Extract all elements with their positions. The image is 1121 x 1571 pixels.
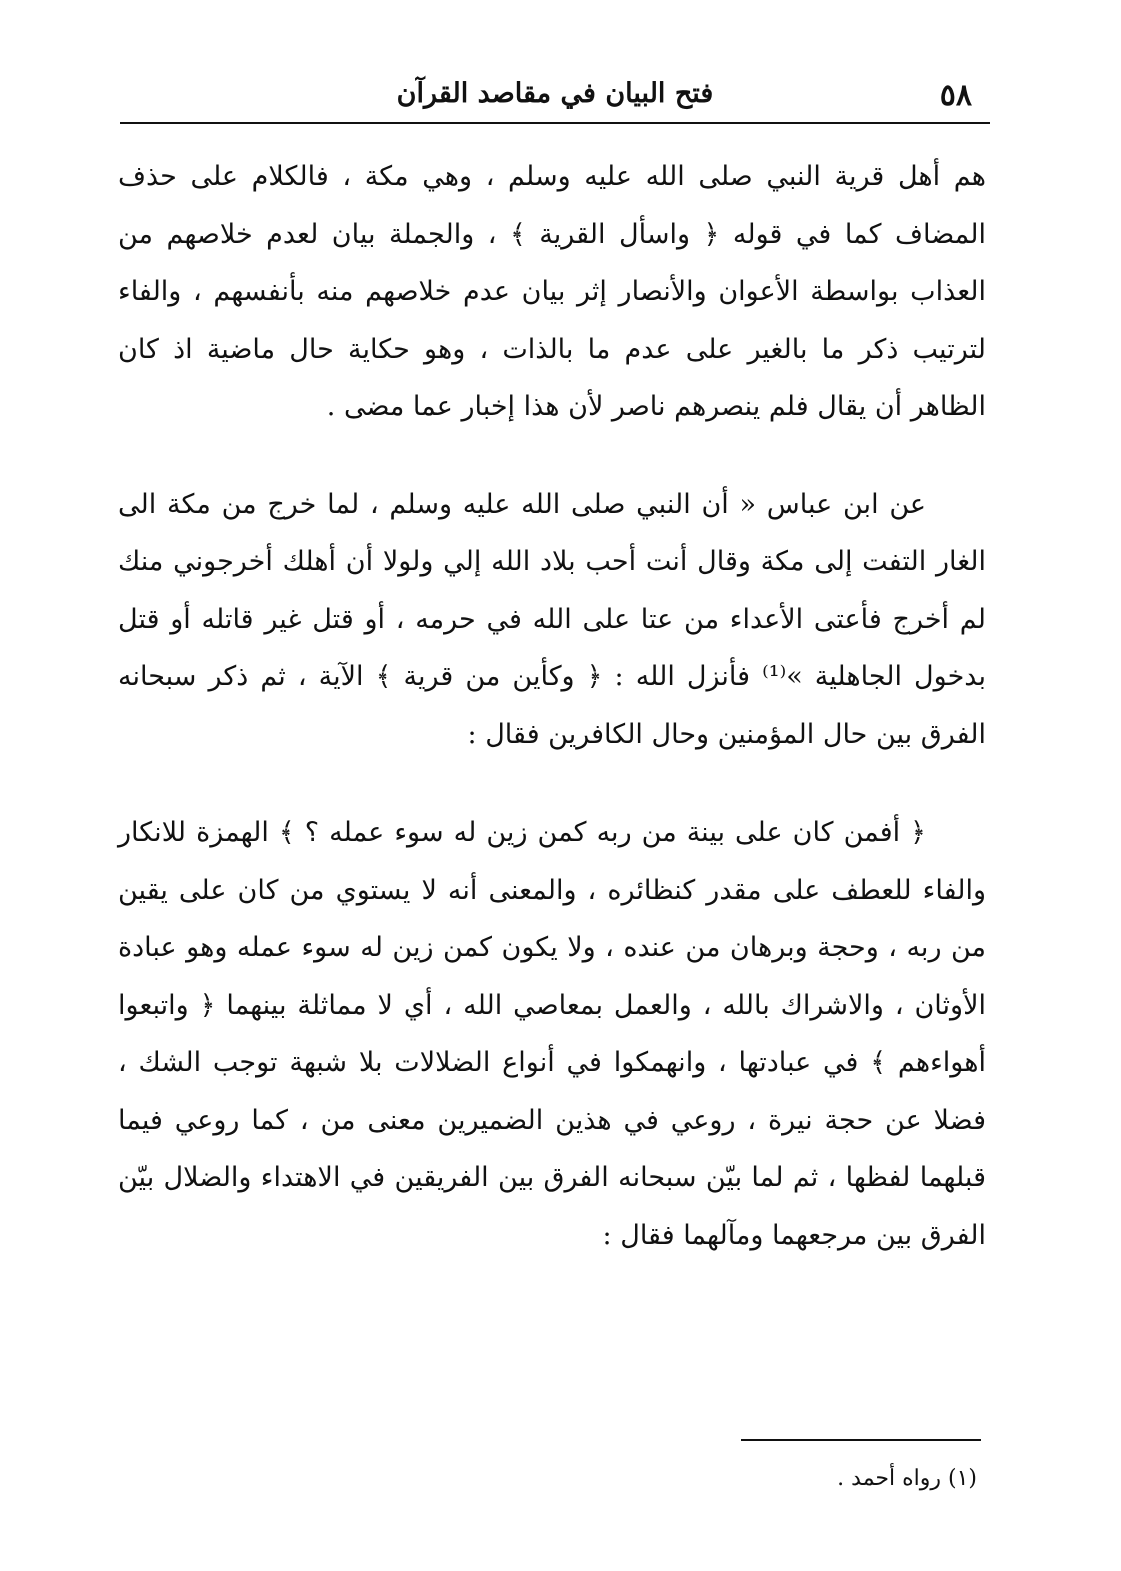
- page-number: ٥٨: [939, 78, 972, 113]
- paragraph-2: عن ابن عباس « أن النبي صلى الله عليه وسلم ، لما خرج من مكة الى الغار التفت إلى مكة وقال أنت أحب بلاد الله إلي ولولا أن أهلك أخرجوني منك لم أخرج فأعتى الأعداء من عتا على الله في حرمه ، أو قتل غير قاتله أو قتل بدخول الجاهلية »⁽¹⁾ فأنزل الله : ﴿ وكأين من قرية ﴾ الآية ، ثم ذكر سبحانه الفرق بين حال المؤمنين وحال الكافرين فقال :: [118, 488, 986, 750]
- body-text: [118, 148, 986, 1264]
- footnote-separator: [741, 1439, 981, 1441]
- paragraph-gap: [118, 763, 986, 804]
- paragraph-gap: [118, 436, 986, 476]
- paragraph-3: ﴿ أفمن كان على بينة من ربه كمن زين له سوء عمله ؟ ﴾ الهمزة للانكار والفاء للعطف على مقدر كنظائره ، والمعنى أنه لا يستوي من كان على يقين من ربه ، وحجة وبرهان من عنده ، ولا يكون كمن زين له سوء عمله وهو عبادة الأوثان ، والاشراك بالله ، والعمل بمعاصي الله ، أي لا مماثلة بينهما ﴿ واتبعوا أهواءهم ﴾ في عبادتها ، وانهمكوا في أنواع الضلالات بلا شبهة توجب الشك ، فضلا عن حجة نيرة ، روعي في هذين الضميرين معنى من ، كما روعي فيما قبلهما لفظها ، ثم لما بيّن سبحانه الفرق بين الفريقين في الاهتداء والضلال بيّن الفرق بين مرجعهما ومآلهما فقال :: [118, 817, 986, 1251]
- paragraph-1: هم أهل قرية النبي صلى الله عليه وسلم ، وهي مكة ، فالكلام على حذف المضاف كما في قوله ﴿ واسأل القرية ﴾ ، والجملة بيان لعدم خلاصهم من العذاب بواسطة الأعوان والأنصار إثر بيان عدم خلاصهم منه بأنفسهم ، والفاء لترتيب ذكر ما بالغير على عدم ما بالذات ، وهو حكاية حال ماضية اذ كان الظاهر أن يقال فلم ينصرهم ناصر لأن هذا إخبار عما مضى .: [118, 161, 986, 422]
- page-header: [120, 68, 990, 124]
- footnote: (١) رواه أحمد .: [837, 1466, 977, 1491]
- running-title: فتح البيان في مقاصد القرآن: [396, 78, 714, 109]
